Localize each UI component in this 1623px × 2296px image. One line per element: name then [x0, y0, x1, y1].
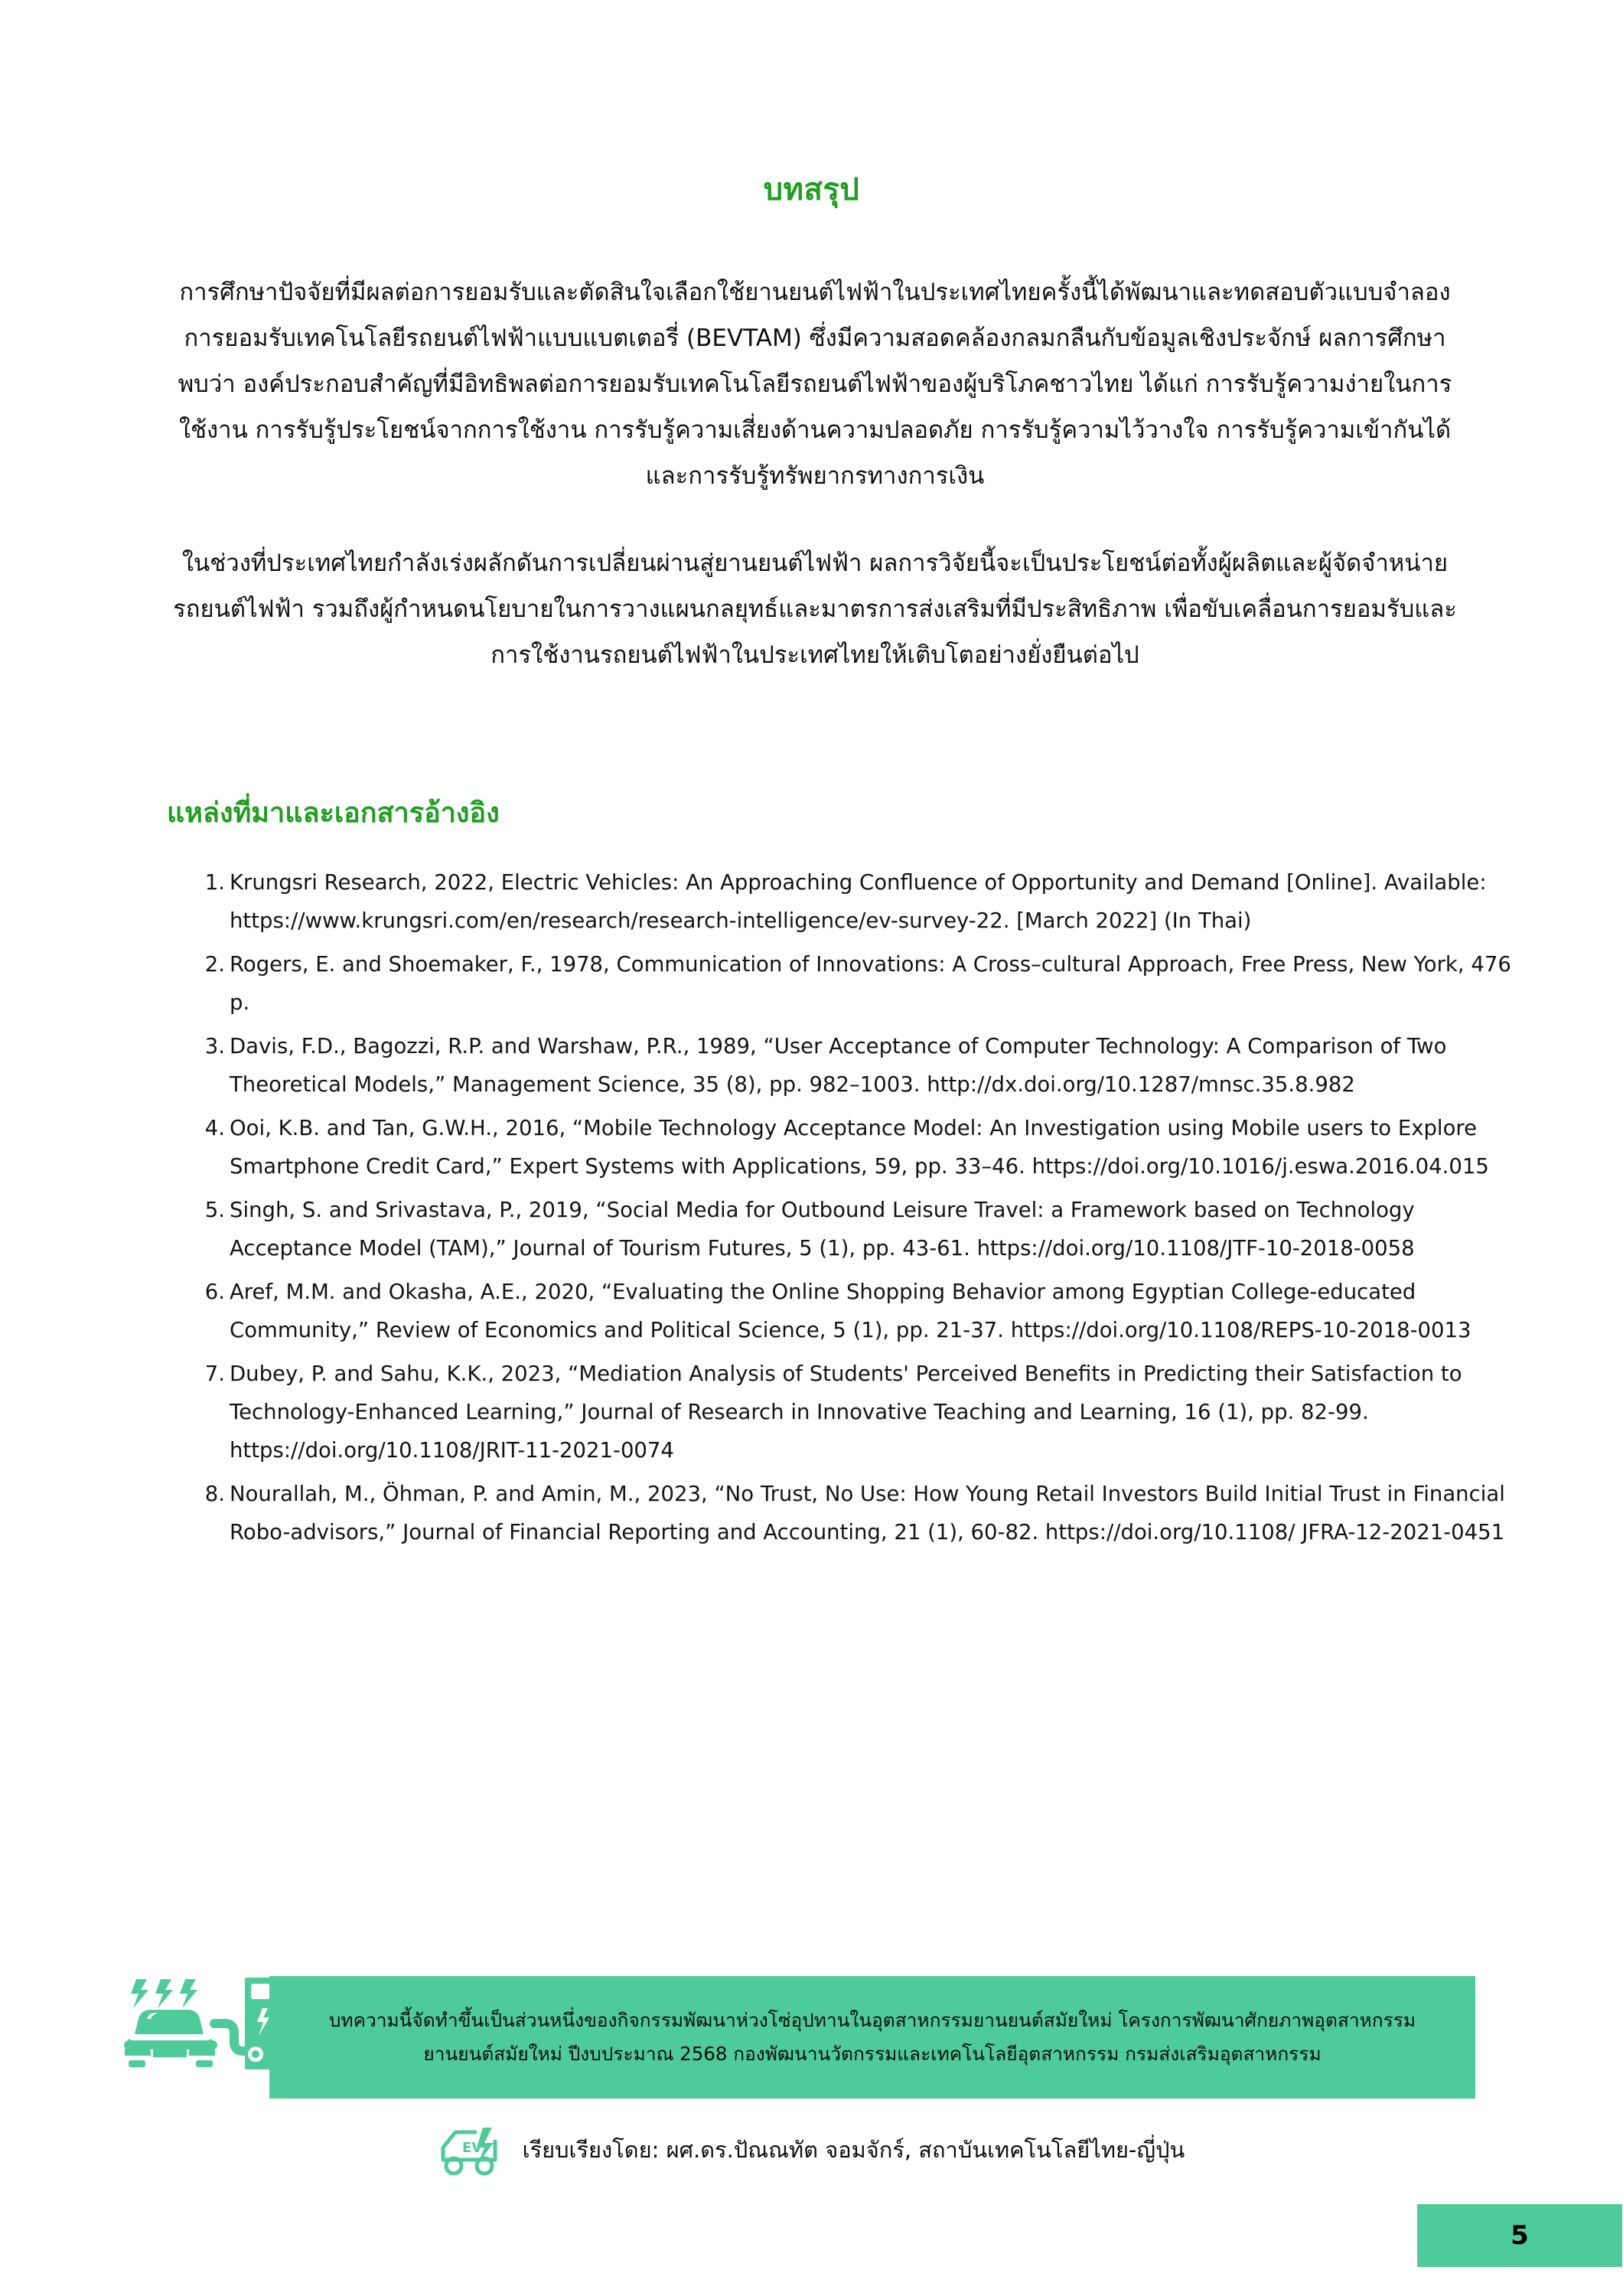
author-credit-row [0, 2122, 1623, 2178]
list-item-number: 1. [204, 870, 225, 895]
summary-paragraph-2: ในช่วงที่ประเทศไทยกำลังเร่งผลักดันการเปลี่ยนผ่านสู่ยานยนต์ไฟฟ้า ผลการวิจัยนี้จะเป็นประโยชน์ต่อทั้งผู้ผลิตและผู้จัดจำหน่ายรถยนต์ไฟฟ้า รวมถึงผู้กำหนดนโยบายในการวางแผนกลยุทธ์และมาตรการส่งเสริมที่มีประสิทธิภาพ เพื่อขับเคลื่อนการยอมรับและการใช้งานรถยนต์ไฟฟ้าในประเทศไทยให้เติบโตอย่างยั่งยืนต่อไป [173, 550, 1457, 669]
list-item-number: 5. [204, 1198, 225, 1222]
list-item [204, 1109, 1530, 1186]
page-title: บทสรุป [763, 172, 860, 207]
list-item [204, 1273, 1530, 1349]
footer-banner-line-1: บทความนี้จัดทำขึ้นเป็นส่วนหนึ่งของกิจกรรมพัฒนาห่วงโซ่อุปทานในอุตสาหกรรมยานยนต์สมัยใหม่ โครงการพัฒนาศักยภาพอุตสาหกรรม [328, 2009, 1416, 2031]
author-credit-text: เรียบเรียงโดย: ผศ.ดร.ปัณณทัต จอมจักร์, สถาบันเทคโนโลยีไทย-ญี่ปุ่น [522, 2137, 1185, 2163]
list-item-number: 8. [204, 1482, 225, 1506]
footer-banner-line-2: ยานยนต์สมัยใหม่ ปีงบประมาณ 2568 กองพัฒนานวัตกรรมและเทคโนโลยีอุตสาหกรรม กรมส่งเสริมอุตสาหกรรม [423, 2043, 1322, 2065]
references-list [190, 863, 1530, 1557]
list-item-number: 3. [204, 1034, 225, 1058]
list-item [204, 945, 1530, 1022]
list-item [204, 1191, 1530, 1267]
footer-banner-text [298, 2004, 1446, 2071]
ev-car-icon [438, 2122, 509, 2178]
list-item [204, 1355, 1530, 1469]
footer-banner [269, 1976, 1475, 2099]
ev-charging-station-icon [113, 1978, 274, 2100]
list-item-text: Aref, M.M. and Okasha, A.E., 2020, “Evaluating the Online Shopping Behavior among Egyptian College-educated Community,” Review of Economics and Political Science, 5 (1), pp. 21-37. https://doi.org/10.1108/REPS-10-2018-0013 [230, 1280, 1471, 1342]
list-item [204, 863, 1530, 940]
page-number-bar [1417, 2204, 1622, 2267]
references-heading: แหล่งที่มาและเอกสารอ้างอิง [167, 797, 500, 829]
list-item [204, 1475, 1530, 1551]
list-item [204, 1027, 1530, 1104]
ev-badge-label: EV [461, 2140, 482, 2156]
summary-paragraph-1: การศึกษาปัจจัยที่มีผลต่อการยอมรับและตัดสินใจเลือกใช้ยานยนต์ไฟฟ้าในประเทศไทยครั้งนี้ได้พัฒนาและทดสอบตัวแบบจำลองการยอมรับเทคโนโลยีรถยนต์ไฟฟ้าแบบแบตเตอรี่ (BEVTAM) ซึ่งมีความสอดคล้องกลมกลืนกับข้อมูลเชิงประจักษ์ ผลการศึกษาพบว่า องค์ประกอบสำคัญที่มีอิทธิพลต่อการยอมรับเทคโนโลยีรถยนต์ไฟฟ้าของผู้บริโภคชาวไทย ได้แก่ การรับรู้ความง่ายในการใช้งาน การรับรู้ประโยชน์จากการใช้งาน การรับรู้ความเสี่ยงด้านความปลอดภัย การรับรู้ความไว้วางใจ การรับรู้ความเข้ากันได้ และการรับรู้ทรัพยากรทางการเงิน [178, 279, 1452, 490]
list-item-text: Rogers, E. and Shoemaker, F., 1978, Communication of Innovations: A Cross–cultural Approach, Free Press, New York, 476 p. [230, 952, 1511, 1015]
list-item-number: 2. [204, 952, 225, 977]
list-item-text: Singh, S. and Srivastava, P., 2019, “Social Media for Outbound Leisure Travel: a Framework based on Technology Acceptance Model (TAM),” Journal of Tourism Futures, 5 (1), pp. 43-61. https://doi.org/10.1108/JTF-10-2018-0058 [230, 1198, 1415, 1261]
list-item-number: 4. [204, 1116, 225, 1140]
list-item-text: Nourallah, M., Öhman, P. and Amin, M., 2023, “No Trust, No Use: How Young Retail Investors Build Initial Trust in Financial Robo-advisors,” Journal of Financial Reporting and Accounting, 21 (1), 60-82. https://doi.org/10.1108/ JFRA-12-2021-0451 [230, 1482, 1505, 1544]
list-item-text: Krungsri Research, 2022, Electric Vehicles: An Approaching Confluence of Opportunity and Demand [Online]. Available: https://www.krungsri.com/en/research/research-intelligence/ev-survey-22. [March 2022] (In Thai) [230, 870, 1487, 933]
list-item-text: Davis, F.D., Bagozzi, R.P. and Warshaw, P.R., 1989, “User Acceptance of Computer Technology: A Comparison of Two Theoretical Models,” Management Science, 35 (8), pp. 982–1003. http://dx.doi.org/10.1287/mnsc.35.8.982 [230, 1034, 1447, 1097]
list-item-text: Dubey, P. and Sahu, K.K., 2023, “Mediation Analysis of Students' Perceived Benefits in Predicting their Satisfaction to Technology-Enhanced Learning,” Journal of Research in Innovative Teaching and Learning, 16 (1), pp. 82-99. https://doi.org/10.1108/JRIT-11-2021-0074 [230, 1362, 1462, 1463]
summary-body [172, 269, 1458, 678]
page-number: 5 [1511, 2220, 1529, 2251]
list-item-number: 7. [204, 1362, 225, 1386]
list-item-text: Ooi, K.B. and Tan, G.W.H., 2016, “Mobile Technology Acceptance Model: An Investigation using Mobile users to Explore Smartphone Credit Card,” Expert Systems with Applications, 59, pp. 33–46. https://doi.org/10.1016/j.eswa.2016.04.015 [230, 1116, 1489, 1179]
list-item-number: 6. [204, 1280, 225, 1304]
